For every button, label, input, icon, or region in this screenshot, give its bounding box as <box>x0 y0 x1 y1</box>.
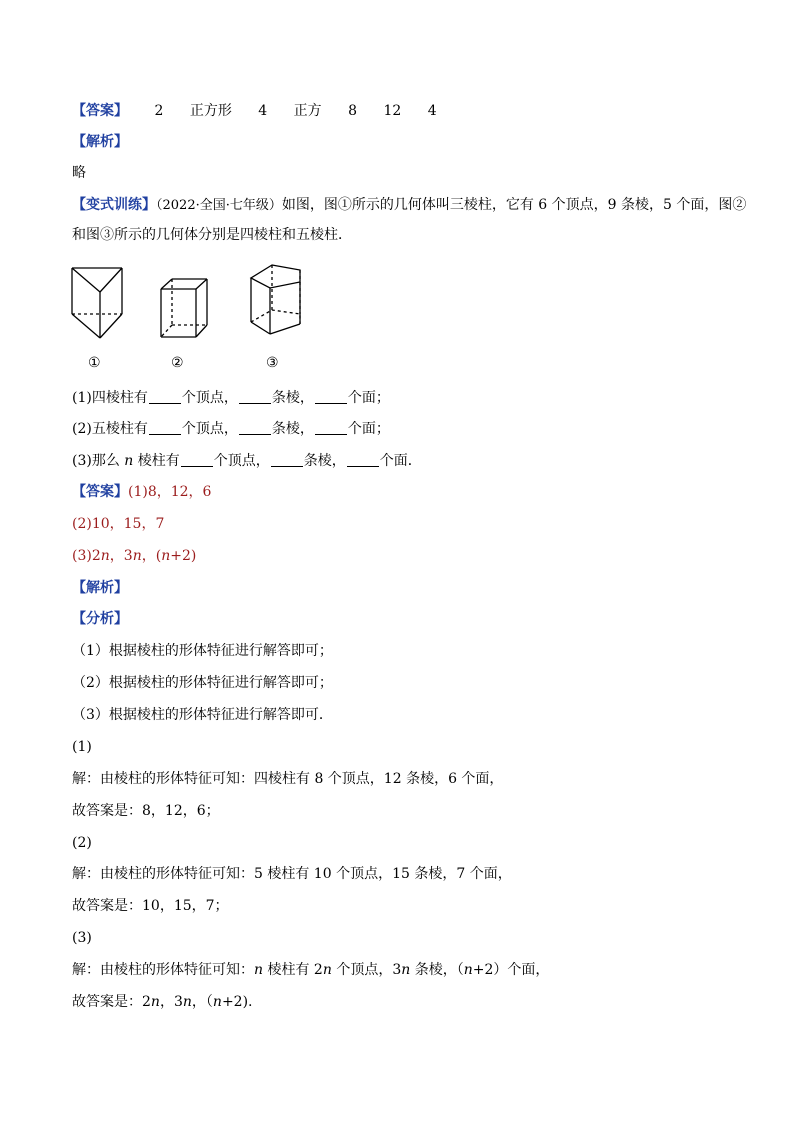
exercise-source: （2022·全国·七年级） <box>156 198 282 213</box>
answer-value: ，( <box>141 548 162 564</box>
answer-value: (3)2 <box>72 548 101 564</box>
variable-n: n <box>463 962 473 978</box>
prism-figures <box>60 262 360 372</box>
solution-text: 个顶点，3 <box>331 962 402 978</box>
answer-blank <box>347 452 379 467</box>
solution-2-answer <box>72 896 724 916</box>
solution-3-answer <box>72 992 724 1012</box>
answer-value: 4 <box>427 103 437 119</box>
answer-value: 4 <box>258 103 268 119</box>
answer-value: ，3 <box>109 548 133 564</box>
solution-1-line <box>72 769 724 789</box>
answer-value: (1)8，12，6 <box>128 484 212 500</box>
exercise-line-1 <box>72 195 747 216</box>
answer-value: 8 <box>348 103 358 119</box>
solution-text: +2）个面， <box>472 962 550 978</box>
fenxi-point-2 <box>72 673 724 693</box>
question-text: (3)那么 <box>72 453 125 469</box>
question-text: 个顶点， <box>181 390 238 406</box>
solution-text: ，（ <box>191 994 213 1010</box>
variable-n: n <box>322 962 332 978</box>
solution-3-line <box>72 960 724 980</box>
question-text: 个面； <box>347 421 390 437</box>
answer-value: 正方 <box>293 103 322 119</box>
answer-tag: 【答案】 <box>72 484 128 500</box>
solution-2-number <box>72 833 724 853</box>
solution-number: (2) <box>72 835 92 851</box>
variable-n: n <box>401 962 411 978</box>
variable-n: n <box>132 548 142 564</box>
variable-n: n <box>161 548 171 564</box>
analysis-text: 略 <box>72 165 86 181</box>
variable-n: n <box>150 994 160 1010</box>
solution-2-line <box>72 864 724 884</box>
question-text: 条棱， <box>271 421 314 437</box>
solution-text: ，3 <box>159 994 183 1010</box>
analysis-tag: 【解析】 <box>72 134 128 150</box>
exercise-text: 如图，图①所示的几何体叫三棱柱，它有 6 个顶点，9 条棱，5 个面，图② <box>281 197 747 213</box>
solution-text: 故答案是：10，15，7； <box>72 898 229 914</box>
solution-text: +2). <box>221 994 253 1010</box>
answer-blank <box>315 420 347 435</box>
question-3 <box>72 451 724 471</box>
answer-blank <box>271 452 303 467</box>
fenxi-tag-line <box>72 609 724 629</box>
solution-1-number <box>72 737 724 757</box>
answer-line-4 <box>72 546 724 566</box>
solution-text: 故答案是：2 <box>72 994 151 1010</box>
question-2 <box>72 419 724 439</box>
variable-n: n <box>124 453 134 469</box>
variable-n: n <box>100 548 110 564</box>
solution-text: 解：由棱柱的形体特征可知：5 棱柱有 10 个顶点，15 条棱，7 个面， <box>72 866 512 882</box>
fenxi-point-3 <box>72 705 724 725</box>
fenxi-point-1 <box>72 641 724 661</box>
solution-text: 棱柱有 2 <box>263 962 323 978</box>
figure-label-3: ③ <box>266 355 279 371</box>
question-text: 条棱， <box>271 390 314 406</box>
solution-text: 条棱，（ <box>410 962 464 978</box>
solution-3-number <box>72 928 724 948</box>
answer-line-3 <box>72 514 724 534</box>
fenxi-text: （2）根据棱柱的形体特征进行解答即可； <box>72 675 333 691</box>
answer-line-2 <box>72 482 724 502</box>
answer-value: +2) <box>170 548 197 564</box>
question-text: (2)五棱柱有 <box>72 421 148 437</box>
fenxi-text: （1）根据棱柱的形体特征进行解答即可； <box>72 643 333 659</box>
answer-blank <box>239 420 271 435</box>
question-text: (1)四棱柱有 <box>72 390 148 406</box>
figure-label-2: ② <box>171 355 184 371</box>
question-text: 条棱， <box>303 453 346 469</box>
solution-text: 解：由棱柱的形体特征可知： <box>72 962 254 978</box>
answer-blank <box>181 452 213 467</box>
variable-n: n <box>254 962 264 978</box>
answer-blank <box>149 389 181 404</box>
analysis-text-line <box>72 163 724 183</box>
question-text: 个顶点， <box>213 453 270 469</box>
solution-number: (3) <box>72 930 92 946</box>
answer-value: 2 <box>154 103 164 119</box>
triangular-prism-figure <box>72 268 122 338</box>
question-text: 个面； <box>347 390 390 406</box>
solution-text: 解：由棱柱的形体特征可知：四棱柱有 8 个顶点，12 条棱，6 个面， <box>72 771 504 787</box>
fenxi-tag: 【分析】 <box>72 611 128 627</box>
exercise-text: 和图③所示的几何体分别是四棱柱和五棱柱． <box>72 227 352 243</box>
answer-blank <box>149 420 181 435</box>
analysis-tag: 【解析】 <box>72 580 128 596</box>
figure-label-1: ① <box>88 355 101 371</box>
variable-n: n <box>182 994 192 1010</box>
answer-line-1 <box>72 101 724 121</box>
answer-blank <box>315 389 347 404</box>
fenxi-text: （3）根据棱柱的形体特征进行解答即可． <box>72 707 333 723</box>
analysis-tag-line-1 <box>72 132 724 152</box>
exercise-tag: 【变式训练】 <box>72 197 156 213</box>
answer-tag: 【答案】 <box>72 103 128 119</box>
pentagonal-prism-figure <box>251 265 300 334</box>
answer-blank <box>239 389 271 404</box>
answer-value: 正方形 <box>189 103 232 119</box>
answer-value: 12 <box>383 103 402 119</box>
solution-number: (1) <box>72 739 92 755</box>
question-text: 个顶点， <box>181 421 238 437</box>
answer-value: (2)10，15，7 <box>72 516 165 532</box>
solution-1-answer <box>72 801 724 821</box>
question-text: 个面． <box>379 453 422 469</box>
analysis-tag-line-2 <box>72 578 724 598</box>
question-1 <box>72 388 724 408</box>
variable-n: n <box>212 994 222 1010</box>
quadrangular-prism-figure <box>161 279 207 337</box>
question-text: 棱柱有 <box>133 453 180 469</box>
exercise-line-2 <box>72 225 724 245</box>
solution-text: 故答案是：8，12，6； <box>72 803 220 819</box>
